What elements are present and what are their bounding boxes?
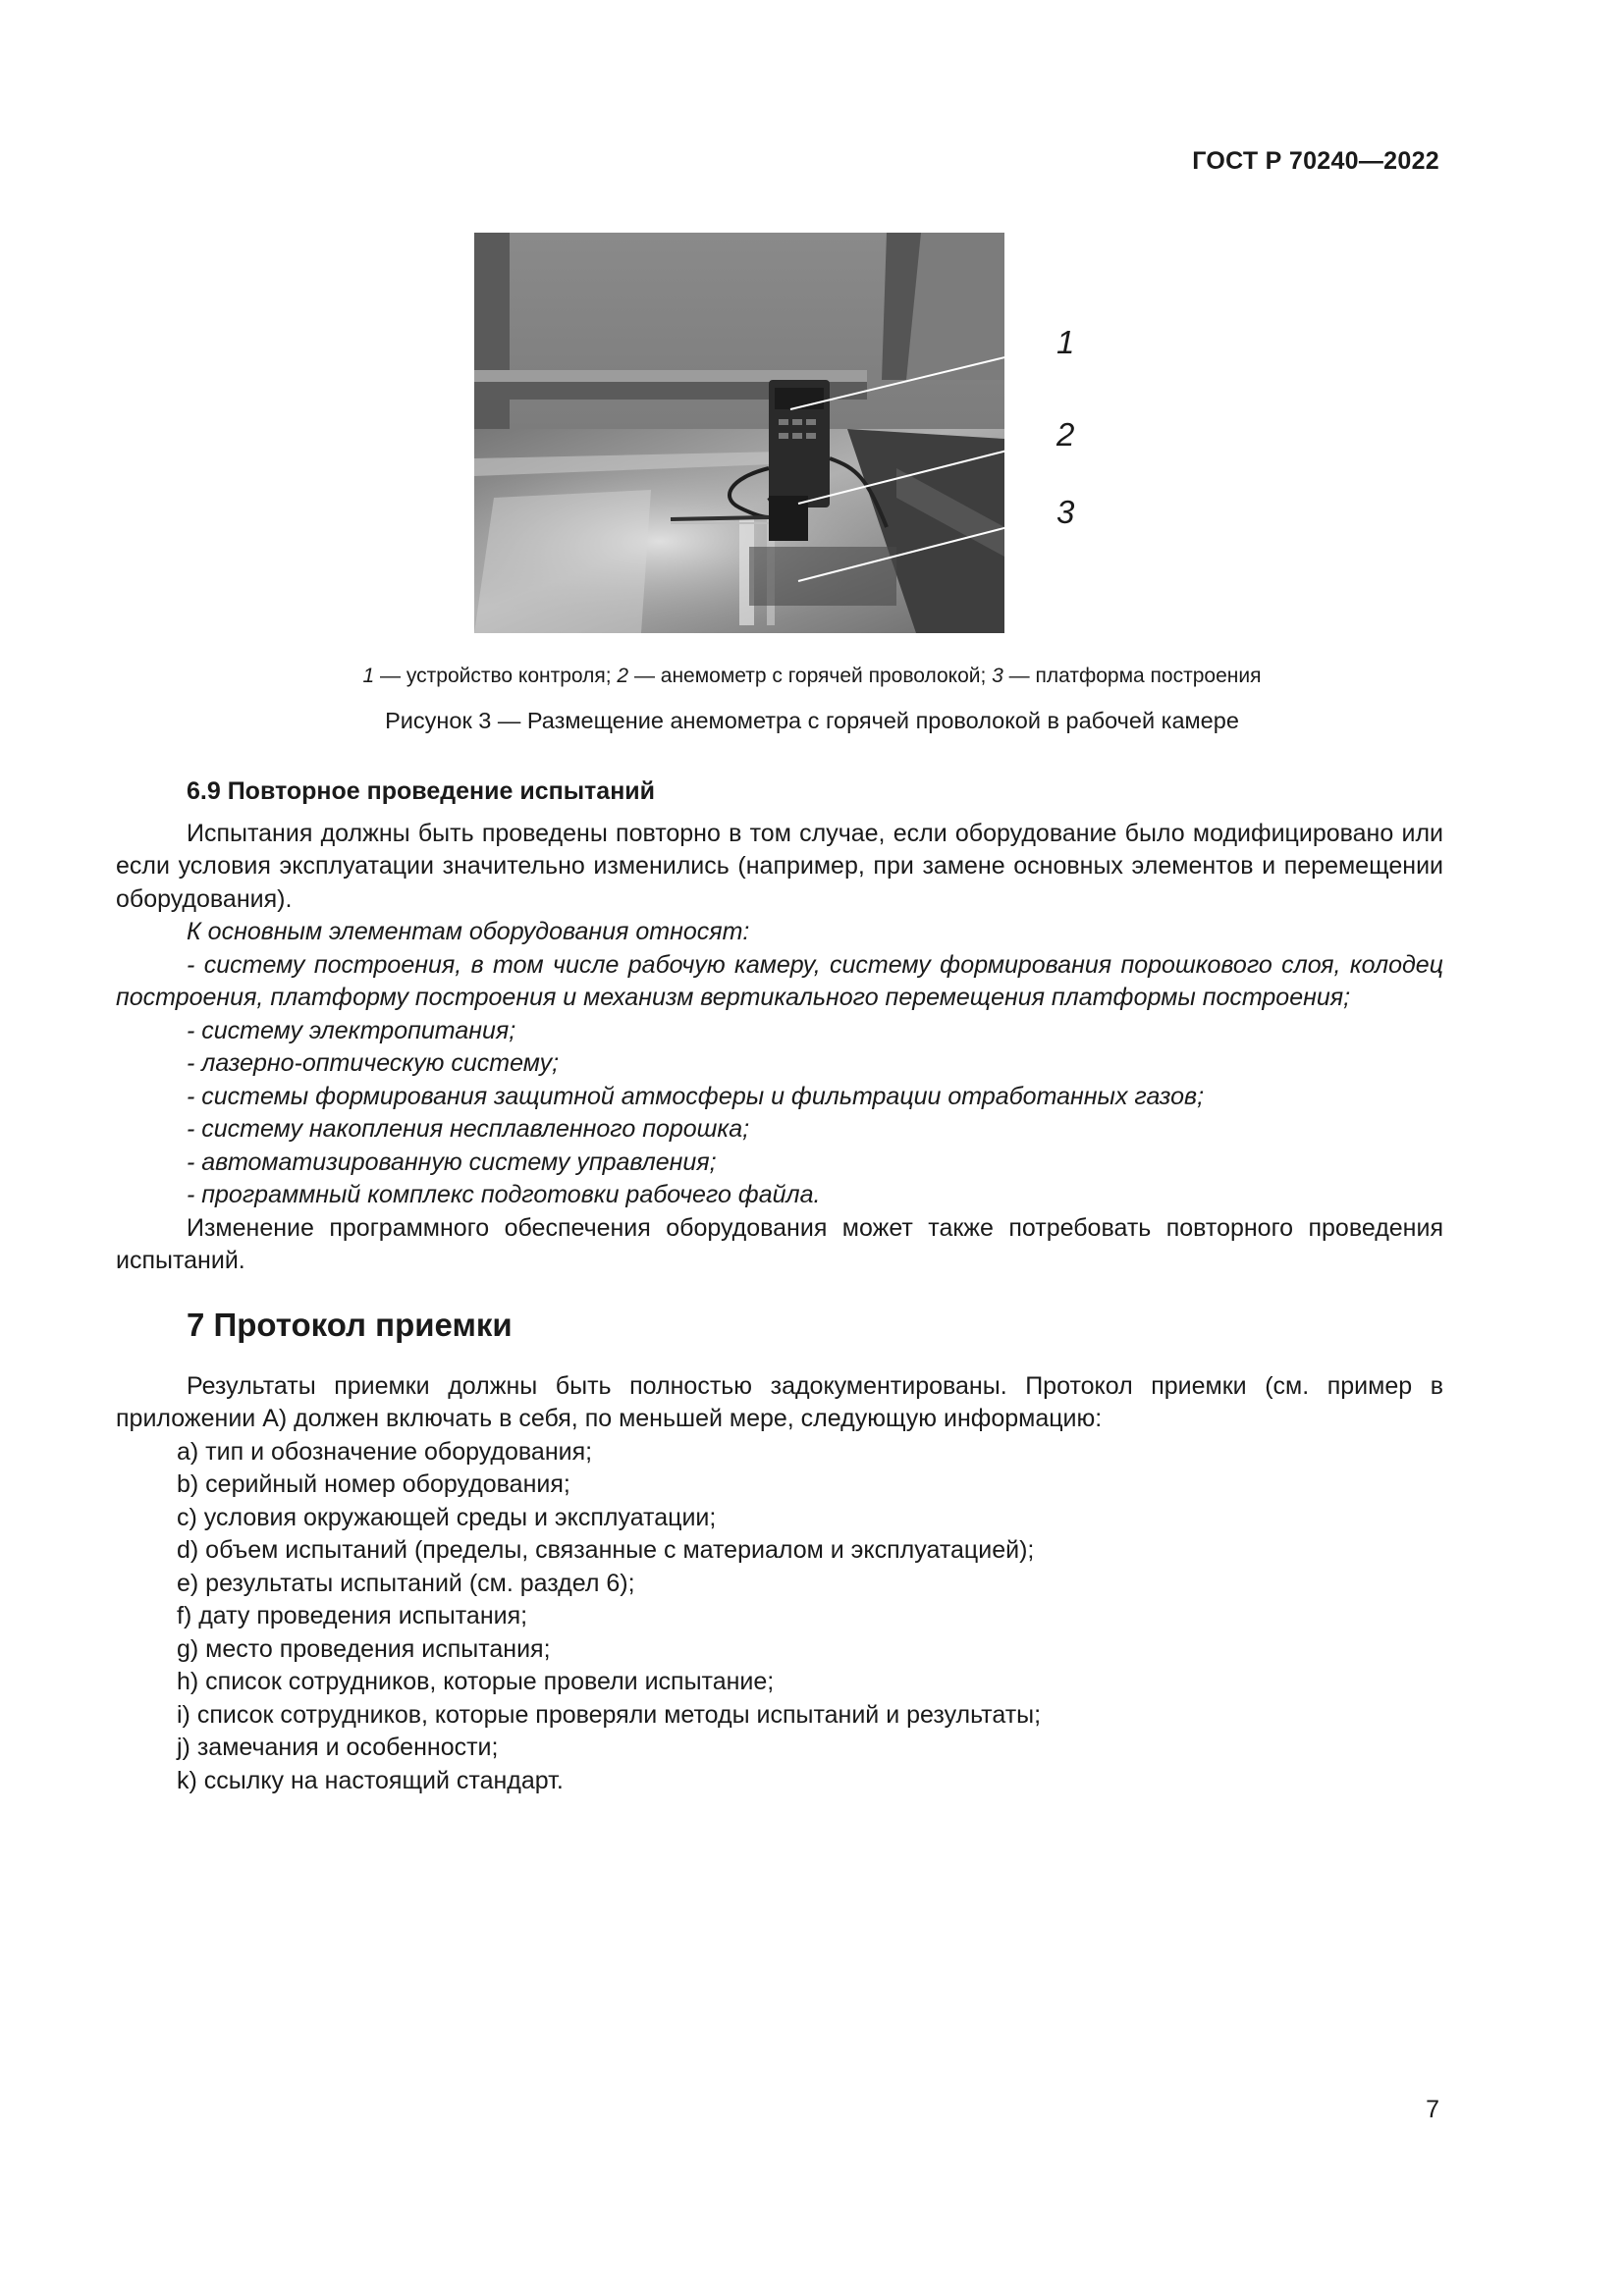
section-6-9-list-item: - системы формирования защитной атмосферы и фильтрации отработанных газов; [187,1082,1205,1110]
section-6-9-list-item: - лазерно-оптическую систему; [187,1049,560,1077]
section-6-9-heading: 6.9 Повторное проведение испытаний [187,777,656,805]
page-number: 7 [1426,2096,1439,2123]
figure-callout-1: 1 [1056,324,1075,360]
figure-title: Рисунок 3 — Размещение анемометра с горячей проволокой в рабочей камере [385,708,1239,733]
section-7-list-item: j) замечания и особенности; [177,1734,499,1761]
section-6-9-list-item: - систему накопления несплавленного порошка; [187,1115,750,1143]
section-6-9-paragraph-2: Изменение программного обеспечения оборудования может также потребовать повторного проведения испытаний. [116,1213,1443,1274]
section-7-heading: 7 Протокол приемки [187,1306,513,1343]
section-7-list-item: h) список сотрудников, которые провели испытание; [177,1668,775,1695]
figure-3-photo [474,233,1004,633]
legend-num-1: 1 [362,665,375,687]
document-code: ГОСТ Р 70240—2022 [1192,147,1439,175]
section-7-list-item: f) дату проведения испытания; [177,1602,528,1629]
section-6-9-list-item: - систему электропитания; [187,1016,516,1044]
legend-text-1: — устройство контроля; [374,665,618,687]
section-7-list-item: b) серийный номер оборудования; [177,1470,570,1498]
section-7-list-item: a) тип и обозначение оборудования; [177,1437,593,1466]
figure-callout-2: 2 [1056,416,1075,453]
section-6-9-list-intro: К основным элементам оборудования относят: [187,918,750,945]
figure-callout-3: 3 [1056,494,1075,530]
section-7-list-item: g) место проведения испытания; [177,1634,551,1663]
section-6-9-list-item: - автоматизированную систему управления; [187,1148,717,1176]
section-7-paragraph: Результаты приемки должны быть полностью задокументированы. Протокол приемки (см. пример в приложении А) должен включать в себя, по меньшей мере, следующую информацию: [116,1371,1443,1432]
legend-num-3: 3 [992,665,1003,687]
document-body [116,775,1443,1797]
section-6-9-paragraph-1: Испытания должны быть проведены повторно в том случае, если оборудование было модифицировано или если условия эксплуатации значительно изменились (например, при замене основных элементов и перемещении оборудования). [116,819,1443,913]
figure-legend [0,665,1624,688]
section-7-list-item: i) список сотрудников, которые проверяли методы испытаний и результаты; [177,1700,1042,1729]
section-6-9-list-item: - программный комплекс подготовки рабочего файла. [187,1181,821,1208]
legend-text-3: — платформа построения [1002,665,1262,687]
legend-text-2: — анемометр с горячей проволокой; [628,665,993,687]
legend-num-2: 2 [617,665,629,687]
section-6-9-list-item: - систему построения, в том числе рабочую камеру, систему формирования порошкового слоя, колодец построения, платформу построения и механизм вертикального перемещения платформы построения; [116,950,1443,1011]
section-7-list-item: c) условия окружающей среды и эксплуатации; [177,1503,717,1531]
section-7-list-item: e) результаты испытаний (см. раздел 6); [177,1569,635,1597]
section-7-list-item: d) объем испытаний (пределы, связанные с материалом и эксплуатацией); [177,1536,1035,1564]
section-7-list-item: k) ссылку на настоящий стандарт. [177,1766,564,1794]
